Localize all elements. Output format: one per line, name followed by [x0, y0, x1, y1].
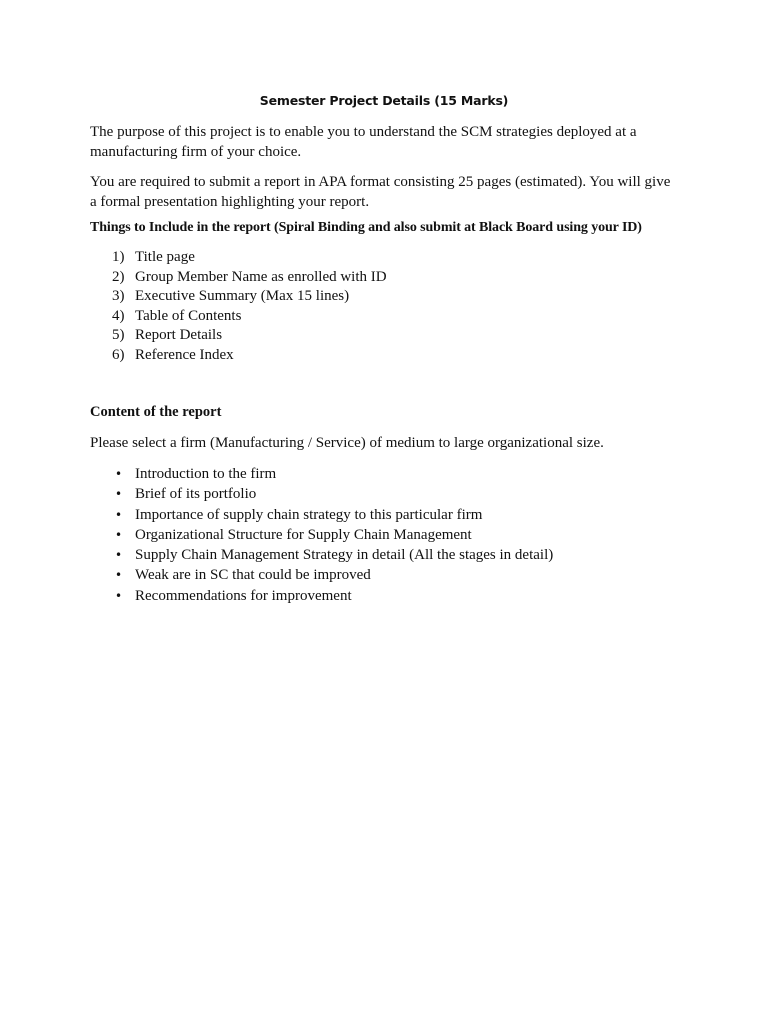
list-item-text: Organizational Structure for Supply Chain Management — [135, 526, 472, 543]
bullet-icon: • — [115, 527, 123, 542]
firm-selection-paragraph: Please select a firm (Manufacturing / Service) of medium to large organizational size. — [90, 435, 604, 451]
list-item-text: Table of Contents — [135, 307, 242, 324]
list-item-text: Report Details — [135, 327, 223, 343]
list-item-text: Group Member Name as enrolled with ID — [135, 268, 387, 285]
bullet-icon: • — [115, 588, 123, 603]
list-item-text: Executive Summary (Max 15 lines) — [135, 288, 350, 304]
list-number: 6) — [112, 346, 125, 363]
list-item-text: Recommendations for improvement — [135, 587, 352, 604]
list-item-text: Title page — [135, 249, 195, 265]
bullet-icon: • — [115, 487, 123, 502]
bullet-icon: • — [115, 568, 123, 583]
requirements-paragraph: You are required to submit a report in APA format consisting 25 pages (estimated). You will give a formal presentation highlighting your report. — [90, 174, 671, 210]
list-number: 4) — [112, 307, 125, 324]
list-item-text: Weak are in SC that could be improved — [135, 567, 371, 584]
bullet-icon: • — [115, 548, 123, 563]
bullet-icon: • — [115, 507, 123, 522]
list-item-text: Introduction to the firm — [135, 466, 277, 482]
content-heading: Content of the report — [90, 404, 222, 420]
list-item-text: Supply Chain Management Strategy in detail (All the stages in detail) — [135, 547, 554, 564]
include-heading: Things to Include in the report (Spiral Binding and also submit at Black Board using your ID) — [90, 220, 642, 235]
list-number: 1) — [112, 249, 125, 265]
purpose-paragraph: The purpose of this project is to enable you to understand the SCM strategies deployed at a manufacturing firm of your choice. — [90, 124, 637, 160]
list-number: 5) — [112, 327, 125, 343]
bullet-icon: • — [115, 467, 123, 481]
list-item-text: Importance of supply chain strategy to this particular firm — [135, 506, 483, 523]
list-item-text: Brief of its portfolio — [135, 486, 257, 503]
list-item-text: Reference Index — [135, 346, 234, 363]
list-number: 3) — [112, 288, 125, 304]
list-number: 2) — [112, 268, 125, 285]
document-title: Semester Project Details (15 Marks) — [259, 93, 509, 108]
